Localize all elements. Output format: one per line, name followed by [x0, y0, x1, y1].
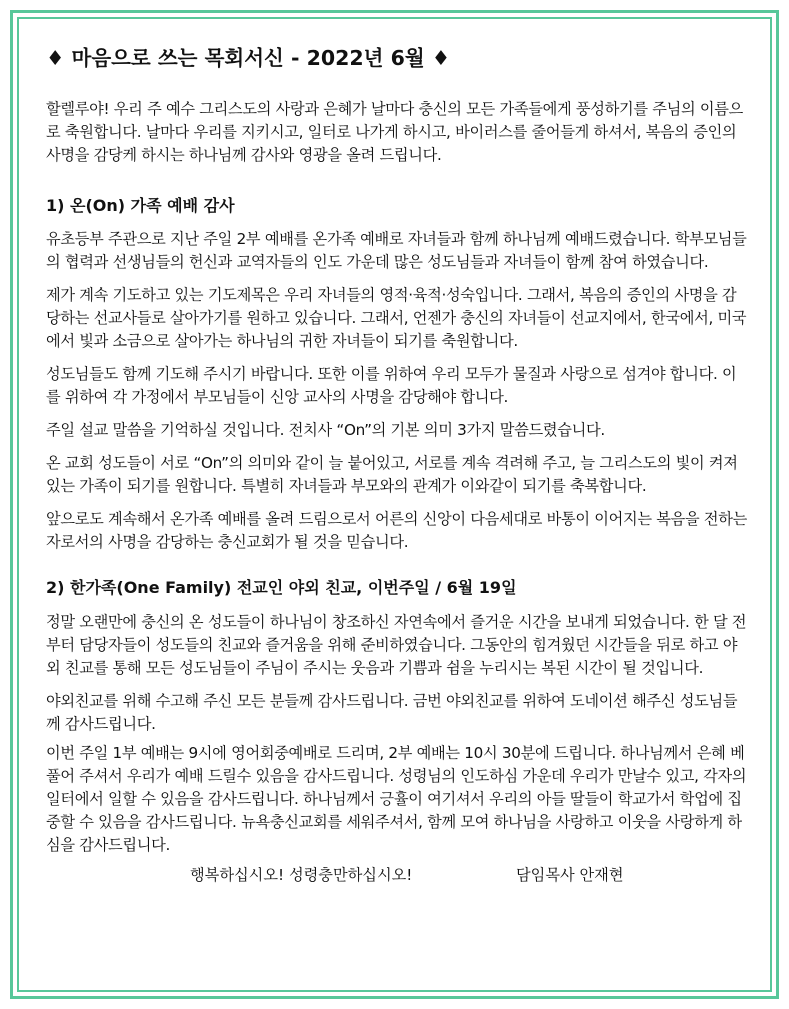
section2-paragraph-2: 야외친교를 위해 수고해 주신 모든 분들께 감사드립니다. 금번 야외친교를 위하여 도네이션 해주신 성도님들께 감사드립니다.	[46, 692, 738, 733]
section1-paragraph-6: 앞으로도 계속해서 온가족 예배를 올려 드림으로서 어른의 신앙이 다음세대로 바통이 이어지는 복음을 전하는 자로서의 사명을 감당하는 충신교회가 될 것을 믿습니다.	[46, 510, 748, 551]
section1-paragraph-3: 성도님들도 함께 기도해 주시기 바랍니다. 또한 이를 위하여 우리 모두가 물질과 사랑으로 섬겨야 합니다. 이를 위하여 각 가정에서 부모님들이 신앙 교사의 사명을 감당해야 합니다.	[46, 365, 737, 406]
closing-signature: 담임목사 안재현	[516, 866, 624, 884]
section1-paragraph-2: 제가 계속 기도하고 있는 기도제목은 우리 자녀들의 영적·육적·성숙입니다. 그래서, 복음의 증인의 사명을 감당하는 선교사들로 살아가기를 원하고 있습니다. 그래서, 언젠가 충신의 자녀들이 선교지에서, 한국에서, 미국에서 빛과 소금으로 살아가는 하나님의 귀한 자녀들이 되기를 축원합니다.	[46, 286, 747, 350]
section2-paragraph-3: 이번 주일 1부 예배는 9시에 영어회중예배로 드리며, 2부 예배는 10시 30분에 드립니다. 하나님께서 은혜 베풀어 주셔서 우리가 예배 드릴수 있음을 감사드립니다. 성령님의 인도하심 가운데 우리가 만날수 있고, 각자의 일터에서 일할 수 있음을 감사드립니다. 하나님께서 긍휼이 여기셔서 우리의 아들 딸들이 학교가서 학업에 집중할 수 있음을 감사드립니다. 뉴욕충신교회를 세워주셔서, 함께 모여 하나님을 사랑하고 이웃을 사랑하게 하심을 감사드립니다.	[46, 744, 747, 854]
section1-paragraph-1: 유초등부 주관으로 지난 주일 2부 예배를 온가족 예배로 자녀들과 함께 하나님께 예배드렸습니다. 학부모님들의 협력과 선생님들의 헌신과 교역자들의 인도 가운데 많은 성도님들과 자녀들이 함께 참여 하였습니다.	[46, 230, 747, 271]
intro-paragraph: 할렐루야! 우리 주 예수 그리스도의 사랑과 은혜가 날마다 충신의 모든 가족들에게 풍성하기를 주님의 이름으로 축원합니다. 날마다 우리를 지키시고, 일터로 나가게 하시고, 바이러스를 줄어들게 하셔서, 복음의 증인의 사명을 감당케 하시는 하나님께 감사와 영광을 올려 드립니다.	[46, 100, 743, 164]
section2-paragraph-1: 정말 오랜만에 충신의 온 성도들이 하나님이 창조하신 자연속에서 즐거운 시간을 보내게 되었습니다. 한 달 전부터 담당자들이 성도들의 친교와 즐거움을 위해 준비하였습니다. 그동안의 힘겨웠던 시간들을 뒤로 하고 야외 친교를 통해 모든 성도님들이 주님이 주시는 웃음과 기쁨과 쉼을 누리시는 복된 시간이 될 것입니다.	[46, 613, 747, 677]
letter-title: ♦ 마음으로 쓰는 목회서신 - 2022년 6월 ♦	[46, 46, 451, 70]
section2-heading: 2) 한가족(One Family) 전교인 야외 친교, 이번주일 / 6월 19일	[46, 578, 517, 597]
section1-paragraph-5: 온 교회 성도들이 서로 “On”의 의미와 같이 늘 붙어있고, 서로를 계속 격려해 주고, 늘 그리스도의 빛이 켜져 있는 가족이 되기를 원합니다. 특별히 자녀들과 부모와의 관계가 이와같이 되기를 축복합니다.	[46, 454, 738, 495]
section1-paragraph-4: 주일 설교 말씀을 기억하실 것입니다. 전치사 “On”의 기본 의미 3가지 말씀드렸습니다.	[46, 421, 605, 439]
section1-heading: 1) 온(On) 가족 예배 감사	[46, 196, 235, 215]
closing-blessing: 행복하십시오! 성령충만하십시오!	[190, 866, 413, 884]
letter-content	[46, 38, 748, 887]
closing	[46, 864, 748, 887]
